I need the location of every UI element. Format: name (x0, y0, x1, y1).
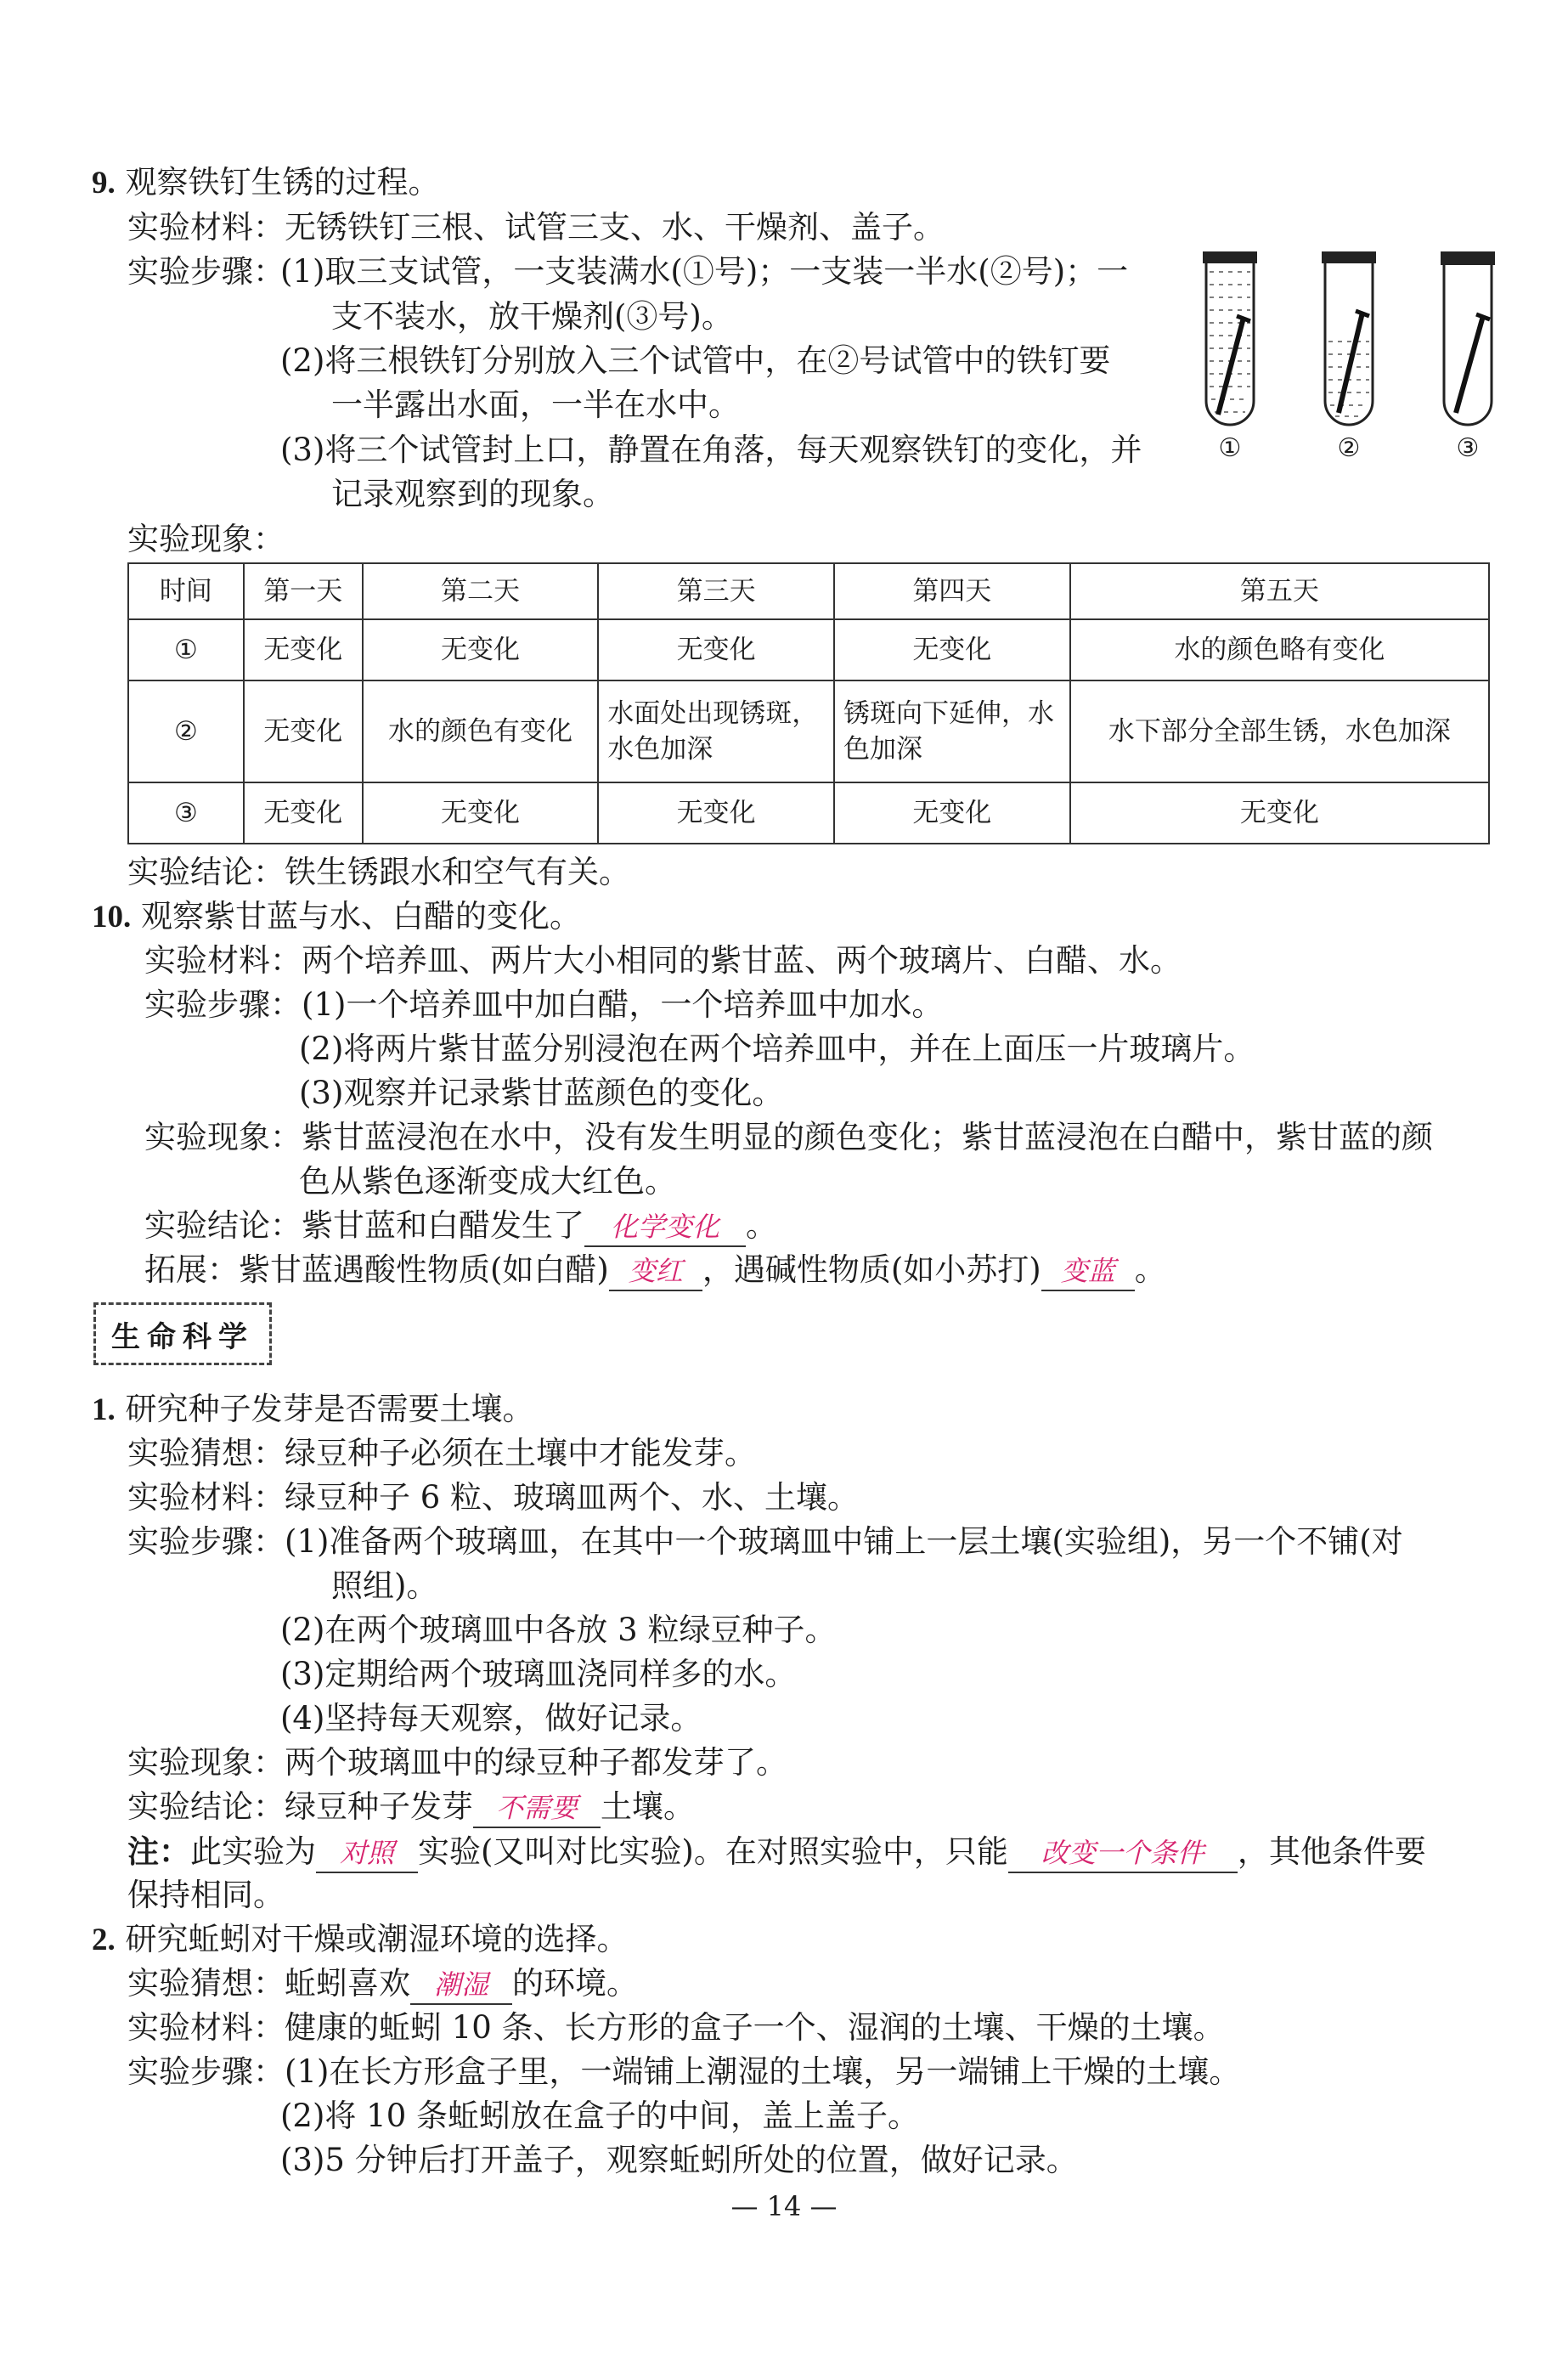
q9-step2a: (2)将三根铁钉分别放入三个试管中，在②号试管中的铁钉要 (280, 342, 1111, 379)
table-cell: 无变化 (244, 619, 363, 680)
table-cell: 无变化 (834, 782, 1070, 844)
s2-materials: 实验材料：健康的蚯蚓 10 条、长方形的盒子一个、湿润的土壤、干燥的土壤。 (127, 2009, 1225, 2046)
s2-step1: 实验步骤：(1)在长方形盒子里，一端铺上潮湿的土壤，另一端铺上干燥的土壤。 (127, 2053, 1241, 2090)
answer-blank: 变蓝 (1041, 1252, 1135, 1291)
s2-number: 2. (92, 1923, 116, 1957)
q10-extension-end: 。 (1134, 1251, 1166, 1288)
q9-number: 9. (92, 166, 116, 200)
s1-step1a: 实验步骤：(1)准备两个玻璃皿，在其中一个玻璃皿中铺上一层土壤(实验组)，另一个不铺(对 (127, 1523, 1403, 1560)
table-row (128, 782, 1489, 844)
q10-extension-mid: ，遇碱性物质(如小苏打) (702, 1251, 1041, 1288)
s2-title: 研究蚯蚓对干燥或潮湿环境的选择。 (125, 1921, 629, 1957)
s2-step2: (2)将 10 条蚯蚓放在盒子的中间，盖上盖子。 (280, 2098, 920, 2134)
test-tubes-drawing (1196, 246, 1519, 433)
q9-heading (92, 161, 440, 205)
q9-title: 观察铁钉生锈的过程。 (125, 164, 440, 200)
tube-label-1: ① (1218, 433, 1242, 463)
table-cell: 水面处出现锈斑，水色加深 (598, 680, 834, 782)
s1-step4: (4)坚持每天观察，做好记录。 (280, 1700, 702, 1736)
s1-note-end: ，其他条件要 (1237, 1833, 1426, 1870)
observation-table (127, 562, 1490, 844)
s2-guess-text: 实验猜想：蚯蚓喜欢 (127, 1965, 410, 2002)
table-header: 第一天 (244, 563, 363, 619)
table-cell: 无变化 (598, 619, 834, 680)
table-cell: 水的颜色有变化 (363, 680, 599, 782)
table-cell: ① (128, 619, 244, 680)
table-header: 第三天 (598, 563, 834, 619)
answer-blank: 对照 (316, 1834, 418, 1873)
answer-blank: 潮湿 (410, 1966, 512, 2005)
q10-conclusion (144, 1205, 777, 1247)
q10-number: 10. (92, 900, 132, 935)
page-number: — 14 — (730, 2190, 838, 2222)
test-tubes-illustration (1196, 246, 1519, 476)
s1-note-text: 此实验为 (190, 1833, 316, 1870)
q10-step3: (3)观察并记录紫甘蓝颜色的变化。 (299, 1075, 784, 1111)
s1-note-mid: 实验(又叫对比实验)。在对照实验中，只能 (418, 1833, 1008, 1870)
s1-note (127, 1830, 1426, 1873)
q9-step1b: 支不装水，放干燥剂(③号)。 (331, 298, 733, 335)
s2-guess-end: 的环境。 (512, 1965, 638, 2002)
note-label: 注： (127, 1832, 190, 1870)
table-cell: 无变化 (244, 782, 363, 844)
s1-step2: (2)在两个玻璃皿中各放 3 粒绿豆种子。 (280, 1612, 837, 1648)
answer-blank: 不需要 (473, 1789, 601, 1828)
table-cell: 水下部分全部生锈，水色加深 (1070, 680, 1489, 782)
q9-step3a: (3)将三个试管封上口，静置在角落，每天观察铁钉的变化，并 (280, 432, 1142, 468)
tube-label-3: ③ (1456, 433, 1480, 463)
table-cell: 无变化 (834, 619, 1070, 680)
q9-conclusion: 实验结论：铁生锈跟水和空气有关。 (127, 854, 630, 890)
q10-phenomena-b: 色从紫色逐渐变成大红色。 (299, 1163, 676, 1200)
s1-note-b: 保持相同。 (127, 1877, 285, 1913)
table-cell: 无变化 (244, 680, 363, 782)
table-row (128, 619, 1489, 680)
q10-conclusion-text: 实验结论：紫甘蓝和白醋发生了 (144, 1207, 584, 1244)
q10-conclusion-end: 。 (746, 1207, 777, 1244)
q9-materials: 实验材料：无锈铁钉三根、试管三支、水、干燥剂、盖子。 (127, 209, 945, 246)
table-cell: 无变化 (363, 619, 599, 680)
s2-step3: (3)5 分钟后打开盖子，观察蚯蚓所处的位置，做好记录。 (280, 2142, 1078, 2178)
answer-blank: 变红 (609, 1252, 702, 1291)
tube-3 (1441, 251, 1495, 425)
table-cell: 无变化 (1070, 782, 1489, 844)
q9-steps-label: 实验步骤： (127, 253, 285, 290)
s1-guess: 实验猜想：绿豆种子必须在土壤中才能发芽。 (127, 1435, 756, 1471)
s1-number: 1. (92, 1392, 116, 1427)
table-row (128, 680, 1489, 782)
q10-phenomena-a: 实验现象：紫甘蓝浸泡在水中，没有发生明显的颜色变化；紫甘蓝浸泡在白醋中，紫甘蓝的颜 (144, 1119, 1433, 1155)
q9-phenomena-label: 实验现象： (127, 521, 285, 557)
q10-heading (92, 895, 581, 939)
s1-title: 研究种子发芽是否需要土壤。 (125, 1391, 534, 1427)
q10-title: 观察紫甘蓝与水、白醋的变化。 (141, 898, 582, 935)
s1-conclusion (127, 1786, 695, 1828)
table-cell: ③ (128, 782, 244, 844)
table-header-row (128, 563, 1489, 619)
section-title-life-science: 生命科学 (93, 1302, 272, 1365)
q10-extension-text: 拓展：紫甘蓝遇酸性物质(如白醋) (144, 1251, 609, 1288)
table-cell: 无变化 (598, 782, 834, 844)
table-cell: 无变化 (363, 782, 599, 844)
answer-blank: 改变一个条件 (1008, 1834, 1238, 1873)
s2-guess (127, 1962, 638, 2005)
s1-step3: (3)定期给两个玻璃皿浇同样多的水。 (280, 1656, 797, 1692)
s1-conclusion-text: 实验结论：绿豆种子发芽 (127, 1788, 473, 1825)
q9-step3b: 记录观察到的现象。 (331, 476, 614, 512)
table-header: 时间 (128, 563, 244, 619)
tube-label-2: ② (1337, 433, 1361, 463)
tube-1 (1203, 251, 1257, 425)
table-cell: ② (128, 680, 244, 782)
q10-extension (144, 1249, 1166, 1291)
q9-step1a: (1)取三支试管，一支装满水(①号)；一支装一半水(②号)；一 (280, 253, 1129, 290)
answer-blank: 化学变化 (584, 1208, 746, 1247)
table-header: 第五天 (1070, 563, 1489, 619)
table-cell: 水的颜色略有变化 (1070, 619, 1489, 680)
s2-heading (92, 1918, 629, 1962)
table-header: 第二天 (363, 563, 599, 619)
s1-heading (92, 1388, 534, 1431)
tube-2 (1322, 251, 1376, 425)
q9-step2b: 一半露出水面，一半在水中。 (331, 387, 740, 423)
q10-step2: (2)将两片紫甘蓝分别浸泡在两个培养皿中，并在上面压一片玻璃片。 (299, 1031, 1255, 1067)
s1-phenomena: 实验现象：两个玻璃皿中的绿豆种子都发芽了。 (127, 1744, 787, 1781)
q10-step1: 实验步骤：(1)一个培养皿中加白醋，一个培养皿中加水。 (144, 986, 944, 1023)
table-header: 第四天 (834, 563, 1070, 619)
s1-conclusion-end: 土壤。 (601, 1788, 695, 1825)
s1-materials: 实验材料：绿豆种子 6 粒、玻璃皿两个、水、土壤。 (127, 1479, 860, 1516)
q10-materials: 实验材料：两个培养皿、两片大小相同的紫甘蓝、两个玻璃片、白醋、水。 (144, 942, 1182, 979)
s1-step1b: 照组)。 (331, 1567, 438, 1604)
table-cell: 锈斑向下延伸，水色加深 (834, 680, 1070, 782)
